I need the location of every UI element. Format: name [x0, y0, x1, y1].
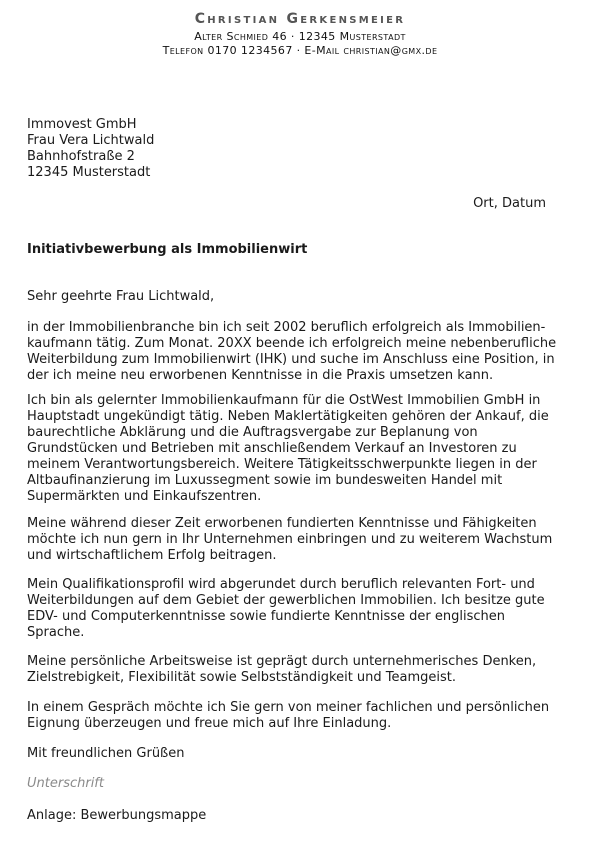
- salutation: Sehr geehrte Frau Lichtwald,: [27, 289, 215, 304]
- body-paragraph: [27, 700, 563, 732]
- recipient-street: Bahnhofstraße 2: [27, 149, 135, 164]
- paragraph-line: kaufmann tätig. Zum Monat. 20XX beende ich erfolgreich meine nebenberufliche: [27, 336, 557, 351]
- paragraph-line: Weiterbildungen auf dem Gebiet der gewerblichen Immobilien. Ich besitze gute: [27, 593, 545, 608]
- paragraph-line: in der Immobilienbranche bin ich seit 2002 beruflich erfolgreich als Immobilien-: [27, 320, 546, 335]
- paragraph-line: EDV- und Computerkenntnisse sowie fundierte Kenntnisse der englischen: [27, 609, 506, 624]
- sender-contact: Telefon 0170 1234567 · E-Mail christian@gmx.de: [162, 44, 438, 57]
- body-paragraph: [27, 393, 563, 505]
- attachment-note: Anlage: Bewerbungsmappe: [27, 808, 207, 823]
- paragraph-line: möchte ich nun gern in Ihr Unternehmen einbringen und zu weiterem Wachstum: [27, 532, 553, 547]
- paragraph-line: und wirtschaftlichem Erfolg beitragen.: [27, 548, 277, 563]
- paragraph-line: der ich meine neu erworbenen Kenntnisse in die Praxis umsetzen kann.: [27, 368, 494, 383]
- paragraph-line: Altbaufinanzierung im Luxussegment sowie im bundesweiten Handel mit: [27, 473, 503, 488]
- body-paragraph: [27, 320, 563, 384]
- sender-address: Alter Schmied 46 · 12345 Musterstadt: [194, 30, 406, 43]
- paragraph-line: baurechtliche Abklärung und die Auftragsvergabe zur Beplanung von: [27, 425, 478, 440]
- sender-name: Christian Gerkensmeier: [194, 11, 406, 27]
- paragraph-line: In einem Gespräch möchte ich Sie gern von meiner fachlichen und persönlichen: [27, 700, 550, 715]
- paragraph-line: Zielstrebigkeit, Flexibilität sowie Selbstständigkeit und Teamgeist.: [27, 670, 457, 685]
- paragraph-line: Meine persönliche Arbeitsweise ist geprägt durch unternehmerisches Denken,: [27, 654, 537, 669]
- body-paragraph: [27, 516, 563, 564]
- body-paragraph: [27, 577, 563, 641]
- signature: Unterschrift: [27, 776, 104, 791]
- paragraph-line: Weiterbildung zum Immobilienwirt (IHK) und suche im Anschluss eine Position, in: [27, 352, 555, 367]
- place-date: Ort, Datum: [473, 196, 546, 211]
- paragraph-line: Supermärkten und Einkaufszentren.: [27, 489, 262, 504]
- letter-subject: Initiativbewerbung als Immobilienwirt: [27, 242, 308, 257]
- recipient-city: 12345 Musterstadt: [27, 165, 151, 180]
- paragraph-line: Grundstücken und Betrieben mit anschließendem Verkauf an Investoren zu: [27, 441, 517, 456]
- recipient-person: Frau Vera Lichtwald: [27, 133, 155, 148]
- recipient-company: Immovest GmbH: [27, 117, 137, 132]
- paragraph-line: Mein Qualifikationsprofil wird abgerundet durch beruflich relevanten Fort- und: [27, 577, 535, 592]
- paragraph-line: Hauptstadt ungekündigt tätig. Neben Maklertätigkeiten gehören der Ankauf, die: [27, 409, 549, 424]
- paragraph-line: meinem Verantwortungsbereich. Weitere Tätigkeitsschwerpunkte liegen in der: [27, 457, 537, 472]
- paragraph-line: Sprache.: [27, 625, 85, 640]
- paragraph-line: Meine während dieser Zeit erworbenen fundierten Kenntnisse und Fähigkeiten: [27, 516, 537, 531]
- paragraph-line: Ich bin als gelernter Immobilienkaufmann für die OstWest Immobilien GmbH in: [27, 393, 541, 408]
- closing: Mit freundlichen Grüßen: [27, 746, 185, 761]
- recipient-address-block: [27, 117, 154, 181]
- paragraph-line: Eignung überzeugen und freue mich auf Ihre Einladung.: [27, 716, 392, 731]
- body-paragraph: [27, 654, 563, 686]
